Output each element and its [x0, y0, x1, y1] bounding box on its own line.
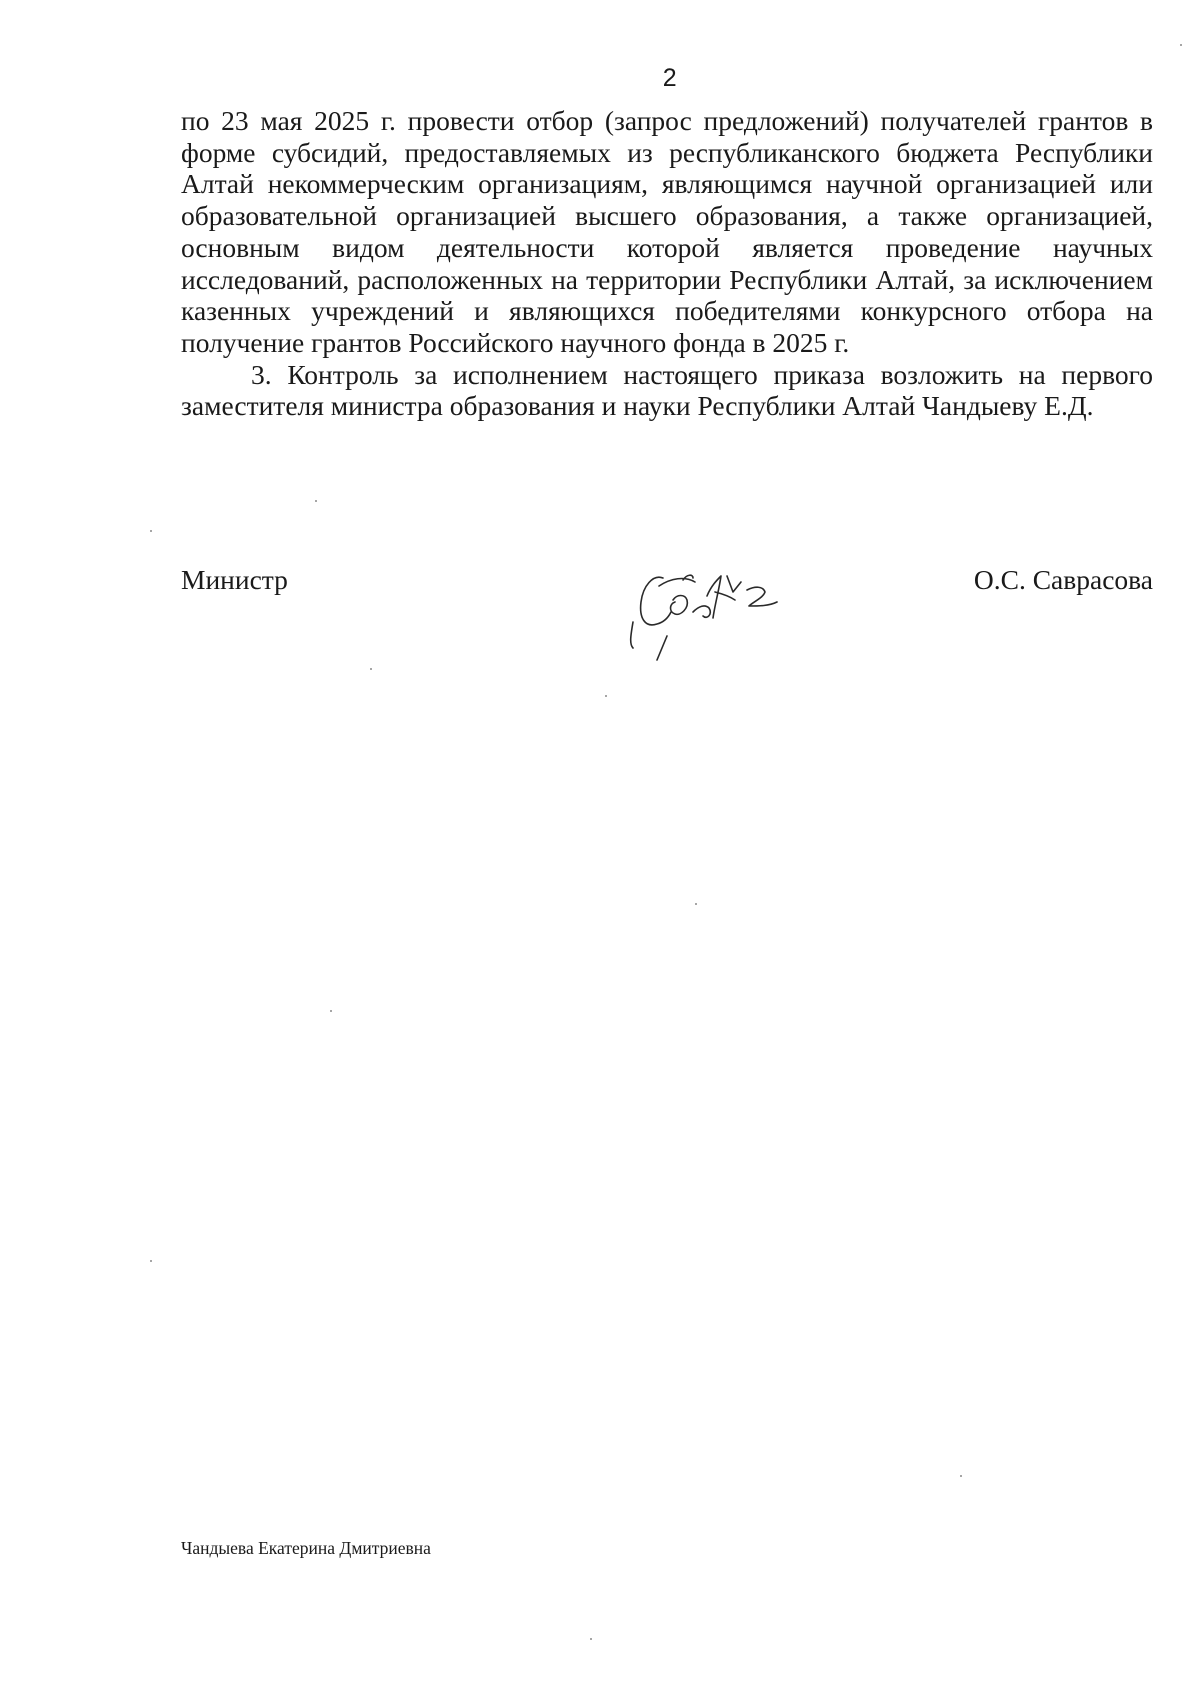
scan-speck	[315, 500, 317, 502]
paragraph-continuation: по 23 мая 2025 г. провести отбор (запрос предложений) получателей грантов в форме субсидий, предоставляемых из республиканского бюджета Республики Алтай некоммерческим организациям, являющимся научной организацией или образовательной организацией высшего образования, а также организацией, основным видом деятельности которой является проведение научных исследований, расположенных на территории Республики Алтай, за исключением казенных учреждений и являющихся победителями конкурсного отбора на получение грантов Российского научного фонда в 2025 г.	[181, 105, 1153, 358]
scan-speck	[150, 530, 152, 532]
scan-speck	[370, 668, 372, 670]
signature-block	[181, 556, 1153, 676]
paragraph-control-clause: 3. Контроль за исполнением настоящего приказа возложить на первого заместителя министра образования и науки Республики Алтай Чандыеву Е.Д.	[181, 358, 1153, 422]
scan-speck	[605, 695, 607, 697]
signer-position: Министр	[181, 564, 288, 595]
scan-speck	[960, 1475, 962, 1477]
executor-name: Чандыева Екатерина Дмитриевна	[181, 1538, 431, 1558]
document-body	[181, 105, 1153, 422]
handwritten-signature	[623, 556, 793, 666]
scan-speck	[150, 1260, 152, 1262]
scan-speck	[590, 1638, 592, 1640]
scan-speck	[695, 903, 697, 905]
scan-speck	[330, 1010, 332, 1012]
page-number: 2	[662, 64, 678, 92]
scan-speck	[1180, 44, 1182, 46]
signer-name: О.С. Саврасова	[973, 564, 1153, 595]
